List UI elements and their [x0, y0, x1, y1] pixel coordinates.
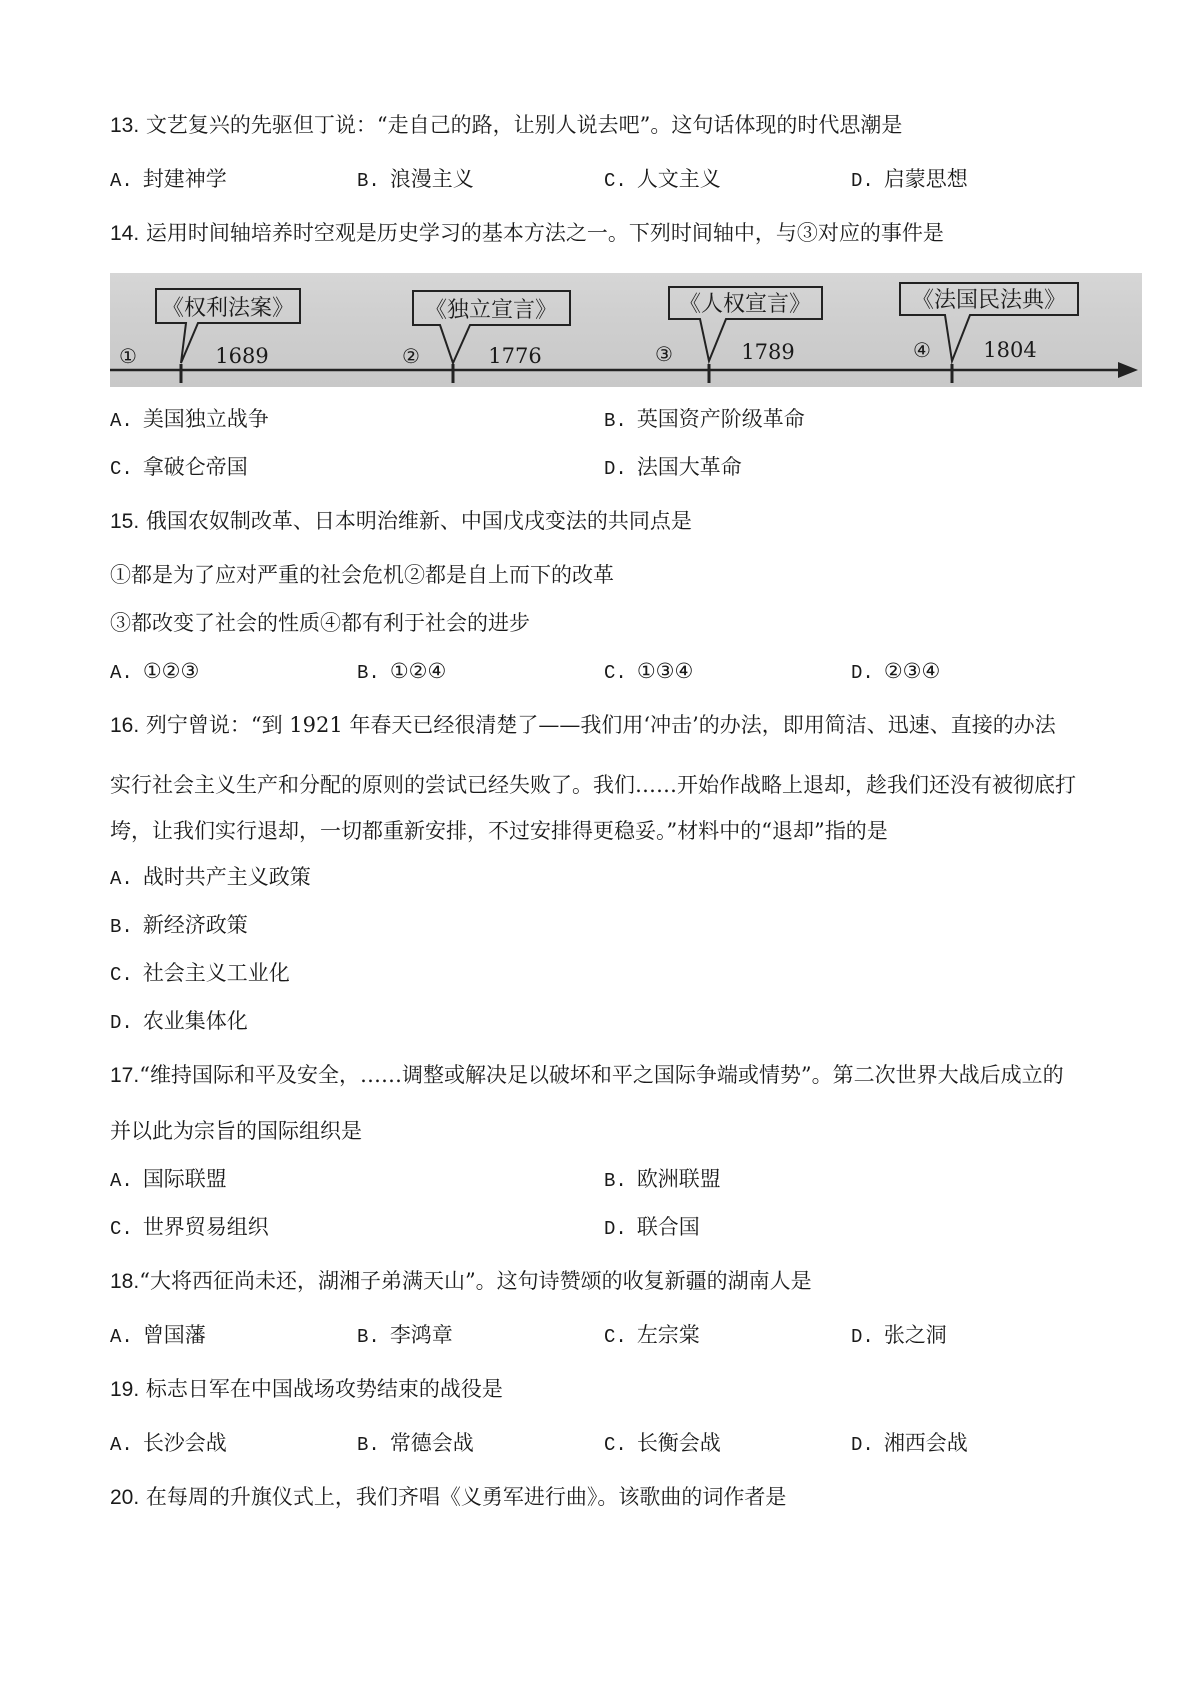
timeline-arrow-icon — [1118, 362, 1138, 378]
question-17-stem-line-2: 并以此为宗旨的国际组织是 — [110, 1119, 362, 1143]
timeline-figure — [110, 273, 1142, 387]
timeline-year-2: 1776 — [488, 344, 542, 368]
question-16-stem-line-3: 垮，让我们实行退却，一切都重新安排，不过安排得更稳妥。”材料中的“退却”指的是 — [110, 819, 888, 843]
question-15-stem: 15. 俄国农奴制改革、日本明治维新、中国戊戌变法的共同点是 — [110, 509, 692, 533]
timeline-svg — [110, 273, 1142, 387]
q17-option-b[interactable]: B. 欧洲联盟 — [604, 1167, 721, 1192]
q19-option-c[interactable]: C. 长衡会战 — [604, 1431, 721, 1456]
timeline-year-4: 1804 — [983, 338, 1037, 362]
q19-option-d[interactable]: D. 湘西会战 — [851, 1431, 968, 1456]
q13-option-b[interactable]: B. 浪漫主义 — [357, 167, 474, 192]
question-18-stem: 18.“大将西征尚未还，湖湘子弟满天山”。这句诗赞颂的收复新疆的湖南人是 — [110, 1269, 812, 1293]
q18-option-d[interactable]: D. 张之洞 — [851, 1323, 947, 1348]
timeline-year-3: 1789 — [741, 340, 795, 364]
q18-option-b[interactable]: B. 李鸿章 — [357, 1323, 453, 1348]
q17-option-a[interactable]: A. 国际联盟 — [110, 1167, 227, 1192]
question-16-stem-line-2: 实行社会主义生产和分配的原则的尝试已经失败了。我们……开始作战略上退却，趁我们还没有被彻底打 — [110, 773, 1076, 797]
question-14-stem: 14. 运用时间轴培养时空观是历史学习的基本方法之一。下列时间轴中，与③对应的事件是 — [110, 221, 944, 245]
timeline-doc-1: 《权利法案》 — [161, 296, 295, 321]
q15-option-b[interactable]: B. ①②④ — [357, 659, 447, 684]
q15-option-d[interactable]: D. ②③④ — [851, 659, 941, 684]
q16-option-a[interactable]: A. 战时共产主义政策 — [110, 865, 311, 890]
question-20-stem: 20. 在每周的升旗仪式上，我们齐唱《义勇军进行曲》。该歌曲的词作者是 — [110, 1485, 787, 1509]
q14-option-d[interactable]: D. 法国大革命 — [604, 455, 742, 480]
question-13-stem: 13. 文艺复兴的先驱但丁说：“走自己的路，让别人说去吧”。这句话体现的时代思潮是 — [110, 113, 903, 137]
q13-option-d[interactable]: D. 启蒙思想 — [851, 167, 968, 192]
q16-option-b[interactable]: B. 新经济政策 — [110, 913, 248, 938]
question-16-stem-line-1: 16. 列宁曾说：“到 1921 年春天已经很清楚了——我们用‘冲击’的办法，即用简洁、迅速、直接的办法 — [110, 713, 1056, 737]
question-19-stem: 19. 标志日军在中国战场攻势结束的战役是 — [110, 1377, 503, 1401]
timeline-year-1: 1689 — [215, 344, 269, 368]
q17-option-c[interactable]: C. 世界贸易组织 — [110, 1215, 269, 1240]
timeline-doc-2: 《独立宣言》 — [424, 298, 558, 323]
q18-option-a[interactable]: A. 曾国藩 — [110, 1323, 206, 1348]
timeline-doc-4: 《法国民法典》 — [911, 288, 1067, 313]
q14-option-c[interactable]: C. 拿破仑帝国 — [110, 455, 248, 480]
question-15-statement-2: ③都改变了社会的性质④都有利于社会的进步 — [110, 611, 530, 635]
q13-option-a[interactable]: A. 封建神学 — [110, 167, 227, 192]
q13-option-c[interactable]: C. 人文主义 — [604, 167, 721, 192]
timeline-marker-3: ③ — [655, 342, 673, 366]
q15-option-a[interactable]: A. ①②③ — [110, 659, 200, 684]
timeline-doc-3: 《人权宣言》 — [678, 292, 812, 317]
q16-option-c[interactable]: C. 社会主义工业化 — [110, 961, 290, 986]
q19-option-a[interactable]: A. 长沙会战 — [110, 1431, 227, 1456]
question-15-statement-1: ①都是为了应对严重的社会危机②都是自上而下的改革 — [110, 563, 614, 587]
q14-option-b[interactable]: B. 英国资产阶级革命 — [604, 407, 805, 432]
q18-option-c[interactable]: C. 左宗棠 — [604, 1323, 700, 1348]
q17-option-d[interactable]: D. 联合国 — [604, 1215, 700, 1240]
q16-option-d[interactable]: D. 农业集体化 — [110, 1009, 248, 1034]
timeline-marker-1: ① — [119, 344, 137, 368]
question-17-stem-line-1: 17.“维持国际和平及安全，……调整或解决足以破坏和平之国际争端或情势”。第二次世界大战后成立的 — [110, 1063, 1064, 1087]
timeline-marker-2: ② — [402, 344, 420, 368]
timeline-marker-4: ④ — [913, 338, 931, 362]
q15-option-c[interactable]: C. ①③④ — [604, 659, 694, 684]
q19-option-b[interactable]: B. 常德会战 — [357, 1431, 474, 1456]
q14-option-a[interactable]: A. 美国独立战争 — [110, 407, 269, 432]
